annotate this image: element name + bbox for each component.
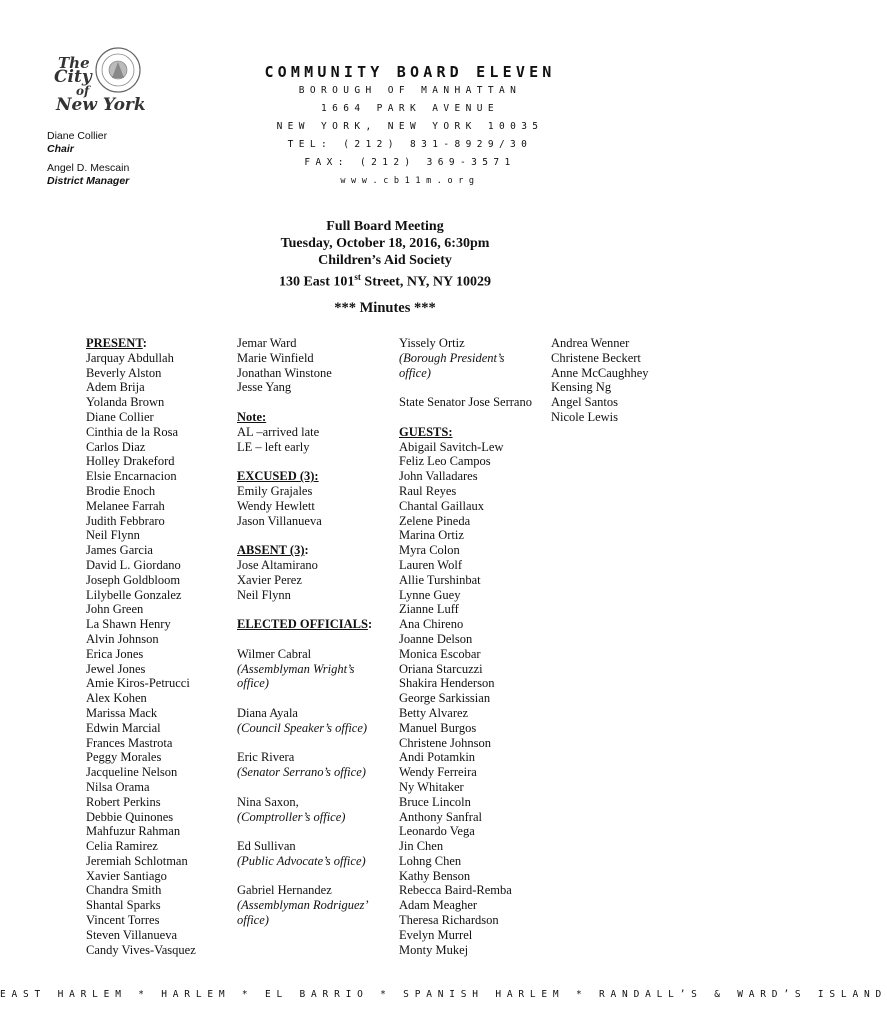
address-ordinal: st <box>354 272 361 282</box>
note-item: LE – left early <box>237 439 310 454</box>
guest-name: Rebecca Baird-Remba <box>399 883 512 898</box>
member-name: Judith Febbraro <box>86 513 165 528</box>
guest-name: Betty Alvarez <box>399 705 469 720</box>
official-office: (Public Advocate’s office) <box>237 853 366 868</box>
member-name: Marissa Mack <box>86 705 158 720</box>
guest-name: Kensing Ng <box>551 380 612 395</box>
spacer <box>237 632 372 647</box>
excused-name: Emily Grajales <box>237 483 313 498</box>
spacer <box>237 528 372 543</box>
guest-name: Abigail Savitch-Lew <box>399 439 504 454</box>
guest-name: Andrea Wenner <box>551 336 630 350</box>
guest-name: Zelene Pineda <box>399 513 471 528</box>
address-number: 130 East 101 <box>278 274 355 290</box>
guest-name: Christene Beckert <box>551 350 641 365</box>
logo-line-of: of <box>76 84 90 98</box>
member-name: Neil Flynn <box>86 528 140 543</box>
logo-line-city: City <box>54 67 92 87</box>
guest-name: Lauren Wolf <box>399 557 462 572</box>
member-name: Yolanda Brown <box>86 395 165 410</box>
member-name: La Shawn Henry <box>86 617 171 632</box>
spacer <box>399 380 532 395</box>
member-name: Jonathan Winstone <box>237 365 332 380</box>
guest-name: George Sarkissian <box>399 691 491 706</box>
member-name: Jewel Jones <box>86 661 146 676</box>
logo-line-newyork: New York <box>56 95 146 115</box>
excused-heading: EXCUSED (3): <box>237 469 319 484</box>
guest-name: Theresa Richardson <box>399 913 499 928</box>
website-line: www.cb11m.org <box>340 176 480 186</box>
guest-name: Nicole Lewis <box>551 409 618 424</box>
member-name: Shantal Sparks <box>86 898 161 913</box>
member-name: Lilybelle Gonzalez <box>86 587 182 602</box>
member-name: Frances Mastrota <box>86 735 173 750</box>
spacer <box>237 395 372 410</box>
guest-name: Angel Santos <box>551 395 619 410</box>
absent-heading <box>237 543 372 558</box>
nyc-logo <box>44 40 144 122</box>
guest-name: Manuel Burgos <box>399 720 477 735</box>
guest-name: Zianne Luff <box>399 602 459 617</box>
member-name: Elsie Encarnacion <box>86 469 177 484</box>
member-name: Candy Vives-Vasquez <box>86 942 196 957</box>
note-heading: Note: <box>237 409 267 424</box>
member-name: Beverly Alston <box>86 365 162 380</box>
official-name: Eric Rivera <box>237 750 295 765</box>
guest-name: John Valladares <box>399 469 478 484</box>
present-heading-text: PRESENT <box>86 336 143 350</box>
guest-name: Raul Reyes <box>399 483 457 498</box>
present-column <box>86 336 196 957</box>
member-name: Edwin Marcial <box>86 720 161 735</box>
member-name: Alvin Johnson <box>86 631 159 646</box>
guest-name: Ana Chireno <box>399 617 464 632</box>
spacer <box>399 410 532 425</box>
official-office: office) <box>237 676 269 691</box>
official-name: Diana Ayala <box>237 705 298 720</box>
member-name: David L. Giordano <box>86 557 181 572</box>
member-name: Peggy Morales <box>86 750 162 765</box>
member-name: Jesse Yang <box>237 380 292 395</box>
minutes-title: *** Minutes *** <box>334 300 436 316</box>
member-name: Celia Ramirez <box>86 839 158 854</box>
guest-name: Lynne Guey <box>399 587 461 602</box>
spacer <box>237 602 372 617</box>
official-office: office) <box>237 913 269 928</box>
phone-line: TEL: (212) 831-8929/30 <box>287 139 533 150</box>
member-name: Nilsa Orama <box>86 779 150 794</box>
guest-name: Marina Ortiz <box>399 528 464 543</box>
elected-heading-colon: : <box>367 617 373 632</box>
meeting-address <box>200 269 570 291</box>
official-name: Yissely Ortiz <box>399 336 465 350</box>
chair-name: Diane Collier <box>47 130 108 142</box>
member-name: Mahfuzur Rahman <box>86 824 181 839</box>
meeting-title: Full Board Meeting <box>326 219 444 234</box>
logo-line-the: The <box>58 54 90 72</box>
member-name: John Green <box>86 602 144 617</box>
guest-name: Allie Turshinbat <box>399 572 481 587</box>
absent-name: Neil Flynn <box>237 587 291 602</box>
chair-role: Chair <box>47 143 74 155</box>
street-line: 1664 PARK AVENUE <box>321 103 499 114</box>
district-manager-name: Angel D. Mescain <box>47 162 130 174</box>
guest-name: Lohng Chen <box>399 853 462 868</box>
guest-name: Myra Colon <box>399 543 460 558</box>
guest-name: Oriana Starcuzzi <box>399 661 483 676</box>
member-name: Holley Drakeford <box>86 454 175 469</box>
official-office: (Borough President’s <box>399 350 505 365</box>
member-name: Vincent Torres <box>86 913 160 928</box>
guest-name: Jin Chen <box>399 839 444 854</box>
member-name: James Garcia <box>86 543 153 558</box>
official-office: (Comptroller’s office) <box>237 809 346 824</box>
member-name: Melanee Farrah <box>86 498 165 513</box>
fax-line: FAX: (212) 369-3571 <box>304 157 516 168</box>
member-name: Joseph Goldbloom <box>86 572 181 587</box>
address-rest: Street, NY, NY 10029 <box>360 274 492 290</box>
guest-name: Andi Potamkin <box>399 750 476 765</box>
guest-name: Wendy Ferreira <box>399 765 477 780</box>
absent-name: Jose Altamirano <box>237 557 318 572</box>
elected-officials-heading <box>237 617 372 632</box>
absent-name: Xavier Perez <box>237 572 302 587</box>
guest-name: Evelyn Murrel <box>399 927 473 942</box>
guest-name: Joanne Delson <box>399 631 473 646</box>
elected-heading-text: ELECTED OFFICIALS <box>237 617 368 632</box>
official-name: Gabriel Hernandez <box>237 883 332 898</box>
member-name: Jeremiah Schlotman <box>86 853 188 868</box>
attendance-column <box>237 336 372 928</box>
meeting-venue: Children’s Aid Society <box>318 253 452 268</box>
spacer <box>237 824 372 839</box>
meeting-date: Tuesday, October 18, 2016, 6:30pm <box>280 236 490 251</box>
member-name: Erica Jones <box>86 646 144 661</box>
member-name: Robert Perkins <box>86 794 161 809</box>
member-name: Jacqueline Nelson <box>86 765 178 780</box>
footer-neighborhoods: EAST HARLEM * HARLEM * EL BARRIO * SPANISH HARLEM * RANDALL’S & WARD’S ISLAND <box>0 989 887 1000</box>
member-name: Xavier Santiago <box>86 868 167 883</box>
spacer <box>237 691 372 706</box>
spacer <box>237 869 372 884</box>
member-name: Carlos Diaz <box>86 439 146 454</box>
guest-name: Anthony Sanfral <box>399 809 482 824</box>
present-heading <box>86 336 196 351</box>
guest-name: Feliz Leo Campos <box>399 454 491 469</box>
member-name: Jemar Ward <box>237 336 297 350</box>
member-name: Amie Kiros-Petrucci <box>86 676 190 691</box>
district-manager-block <box>47 162 129 188</box>
member-name: Diane Collier <box>86 409 154 424</box>
official-name: Ed Sullivan <box>237 839 296 854</box>
member-name: Adem Brija <box>86 380 145 395</box>
chair-block <box>47 130 107 156</box>
guest-name: Monica Escobar <box>399 646 481 661</box>
absent-heading-colon: : <box>304 543 309 558</box>
official-office: (Council Speaker’s office) <box>237 720 368 735</box>
district-manager-role: District Manager <box>47 175 130 187</box>
official-office: (Assemblyman Wright’s <box>237 661 355 676</box>
member-name: Marie Winfield <box>237 350 314 365</box>
note-item: AL –arrived late <box>237 424 320 439</box>
spacer <box>237 780 372 795</box>
guest-name: Ny Whitaker <box>399 779 464 794</box>
guest-name: Shakira Henderson <box>399 676 495 691</box>
guest-name: Christene Johnson <box>399 735 492 750</box>
guests-heading: GUESTS: <box>399 424 453 439</box>
letterhead <box>200 62 620 190</box>
official-name: State Senator Jose Serrano <box>399 395 532 410</box>
guest-name: Chantal Gaillaux <box>399 498 485 513</box>
guests-column-continued <box>551 336 649 425</box>
member-name: Chandra Smith <box>86 883 162 898</box>
official-office: office) <box>399 365 431 380</box>
member-name: Alex Kohen <box>86 691 147 706</box>
borough-line: BOROUGH OF MANHATTAN <box>298 85 522 96</box>
guest-name: Adam Meagher <box>399 898 478 913</box>
guest-name: Monty Mukej <box>399 942 469 957</box>
present-heading-colon: : <box>142 336 147 350</box>
excused-name: Wendy Hewlett <box>237 498 315 513</box>
board-title: COMMUNITY BOARD ELEVEN <box>264 63 556 81</box>
member-name: Jarquay Abdullah <box>86 350 174 365</box>
guest-name: Anne McCaughhey <box>551 365 649 380</box>
member-name: Brodie Enoch <box>86 483 156 498</box>
official-name: Wilmer Cabral <box>237 646 312 661</box>
official-name: Nina Saxon, <box>237 794 299 809</box>
guest-name: Kathy Benson <box>399 868 471 883</box>
official-office: (Senator Serrano’s office) <box>237 765 366 780</box>
spacer <box>237 736 372 751</box>
spacer <box>237 454 372 469</box>
city-line: NEW YORK, NEW YORK 10035 <box>276 121 544 132</box>
official-office: (Assemblyman Rodriguez’ <box>237 898 369 913</box>
guest-name: Bruce Lincoln <box>399 794 471 809</box>
absent-heading-text: ABSENT (3) <box>237 543 305 558</box>
meeting-info <box>200 218 570 291</box>
guest-name: Leonardo Vega <box>399 824 475 839</box>
member-name: Debbie Quinones <box>86 809 174 824</box>
guests-column <box>399 336 532 957</box>
member-name: Cinthia de la Rosa <box>86 424 178 439</box>
excused-name: Jason Villanueva <box>237 513 322 528</box>
member-name: Steven Villanueva <box>86 927 178 942</box>
